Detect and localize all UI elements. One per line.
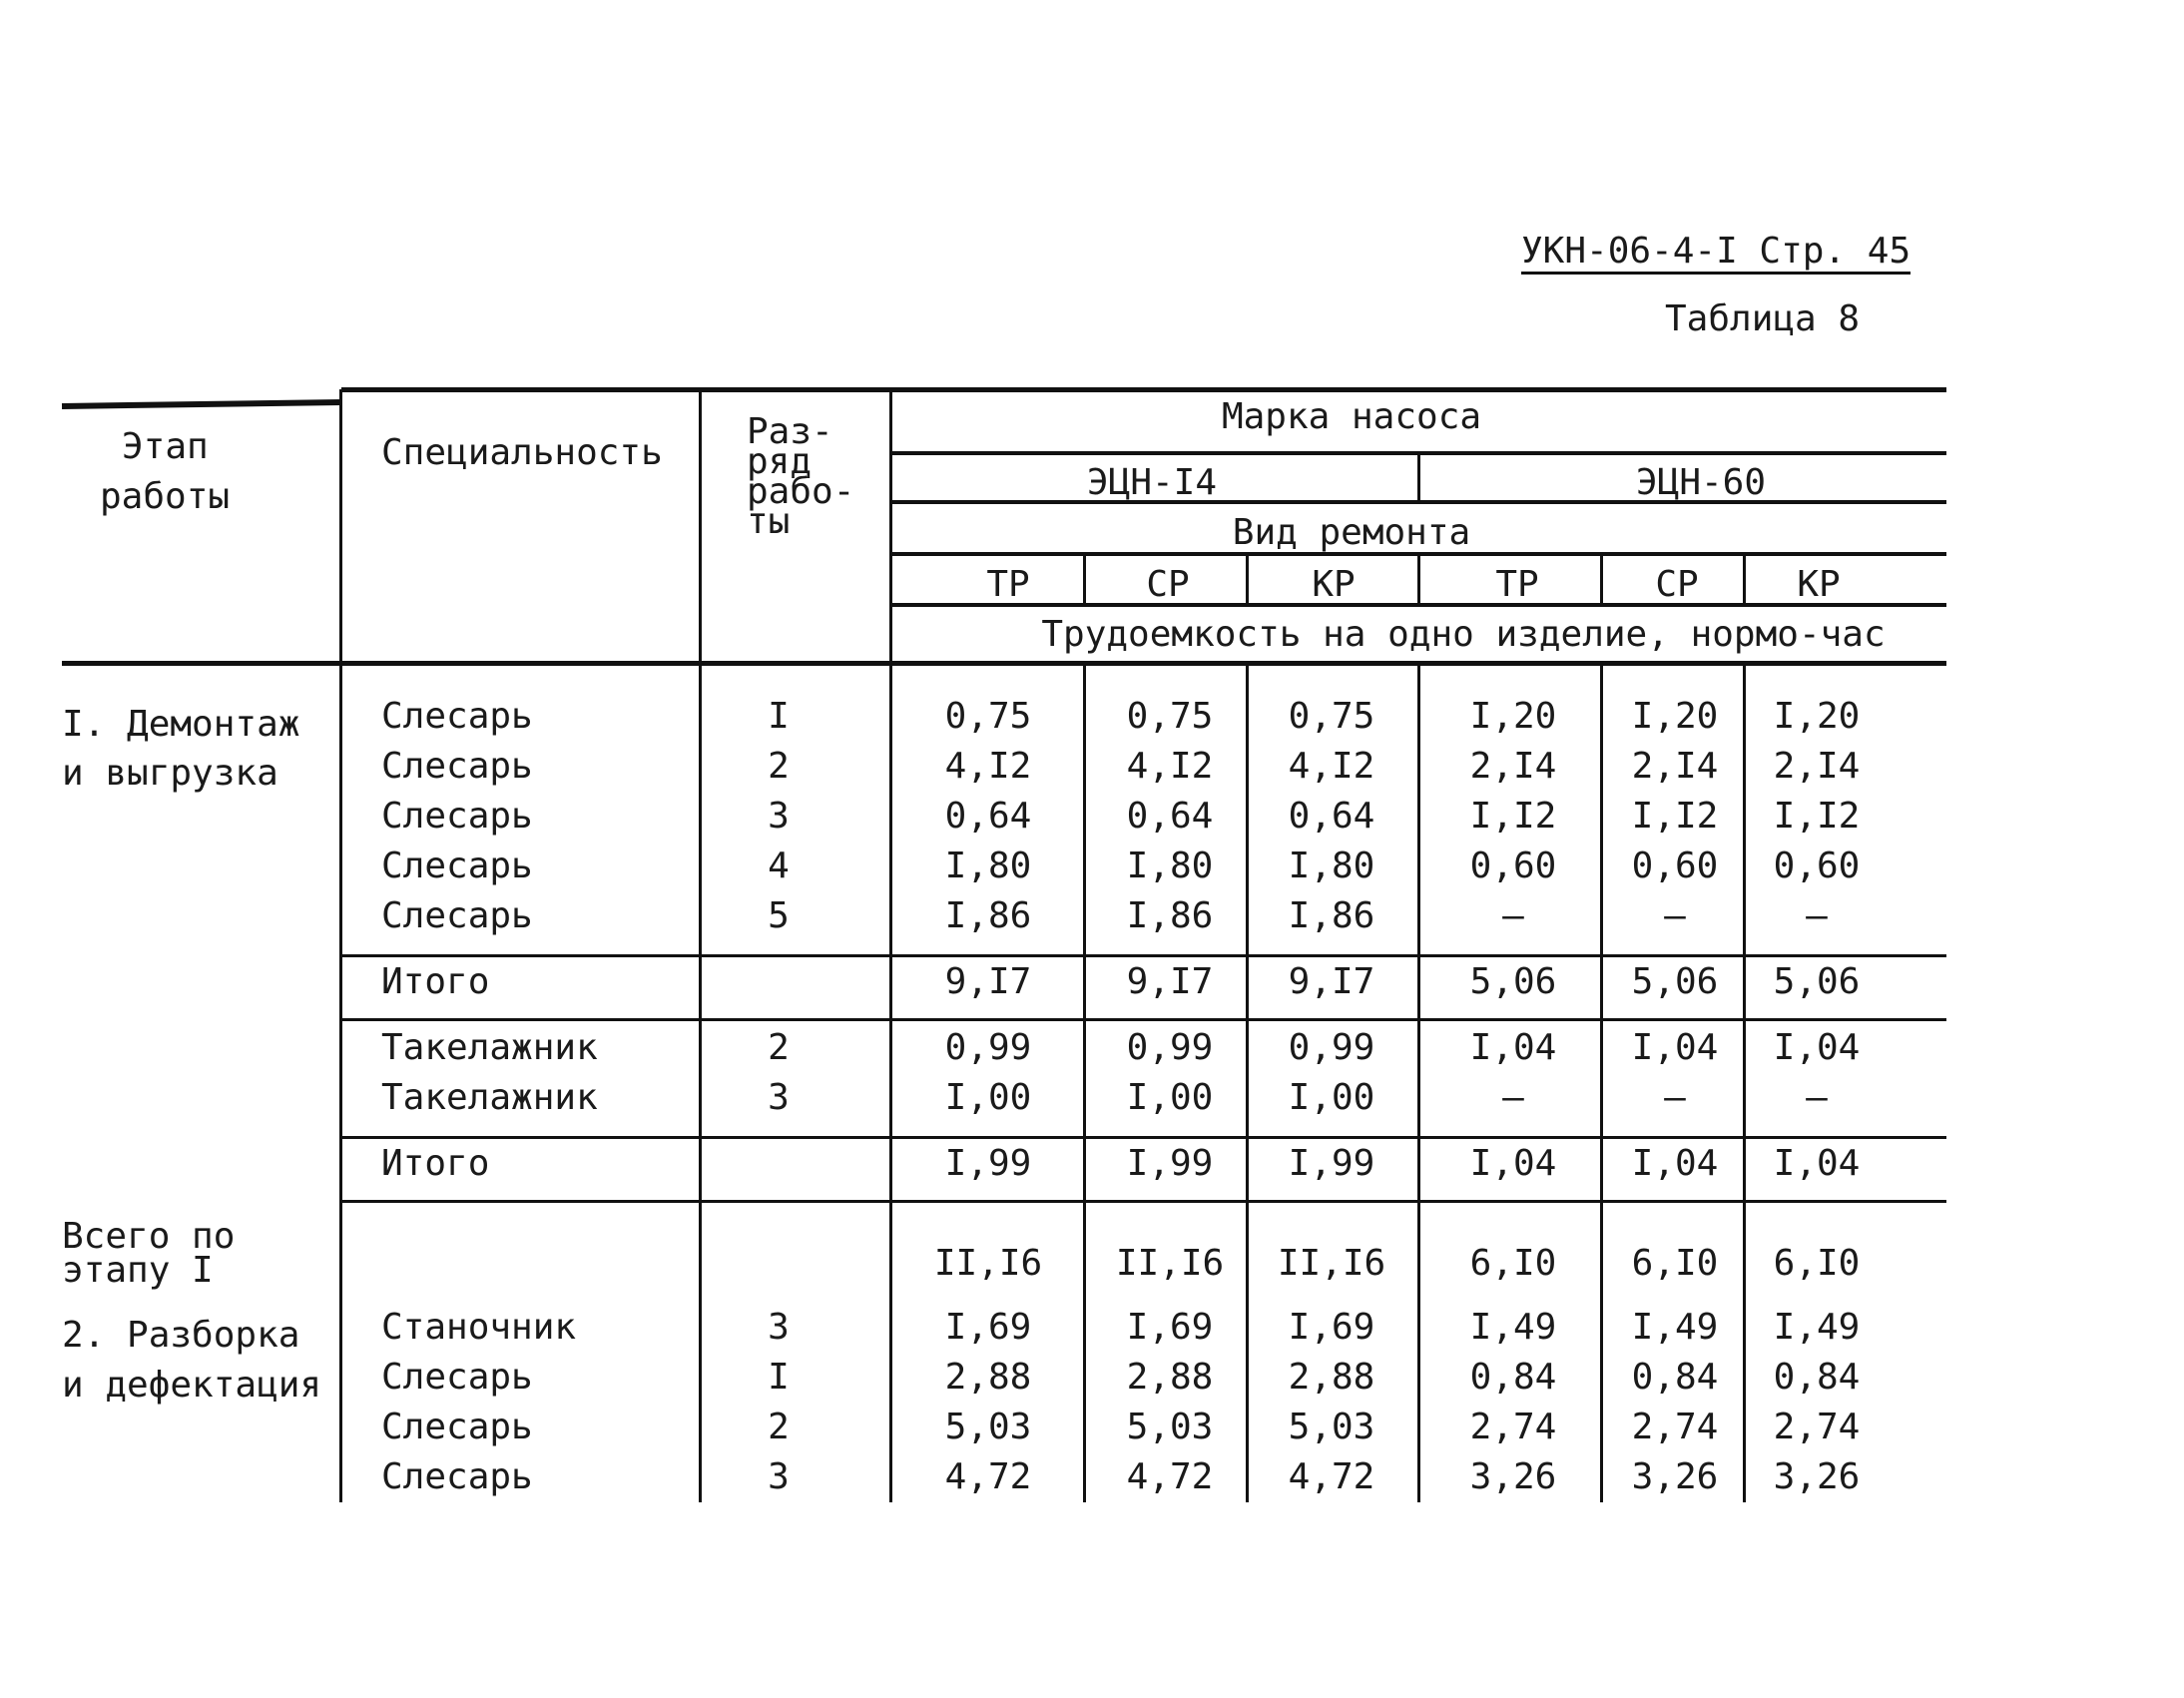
value-cell: 0,60	[1469, 846, 1557, 886]
value-cell: I,00	[1126, 1077, 1214, 1118]
value-cell: –	[1806, 895, 1828, 936]
value-cell: 2,88	[1288, 1357, 1375, 1398]
value-cell: I,20	[1773, 696, 1861, 737]
value-cell: 2,74	[1631, 1407, 1719, 1447]
value-cell: 0,75	[1126, 696, 1214, 737]
value-cell: I,04	[1469, 1027, 1557, 1068]
value-cell: 2,88	[1126, 1357, 1214, 1398]
stage-1-label-line2: и выгрузка	[62, 753, 278, 794]
value-cell: I,99	[1126, 1143, 1214, 1184]
cell-specialty: Станочник	[381, 1307, 577, 1348]
value-cell: I,I2	[1631, 796, 1719, 837]
value-cell: 3,26	[1631, 1456, 1719, 1497]
table-label: Таблица 8	[1665, 298, 1861, 339]
value-cell: 0,84	[1773, 1357, 1861, 1398]
cell-specialty: Слесарь	[381, 796, 533, 837]
header-stage-line2: работы	[100, 476, 231, 517]
cell-grade: 3	[768, 796, 790, 837]
column-rule-specialty	[699, 389, 702, 1502]
cell-specialty: Слесарь	[381, 1357, 533, 1398]
value-cell: I,00	[1288, 1077, 1375, 1118]
header-repair-code: ТР	[986, 564, 1030, 605]
value-cell: 2,I4	[1631, 746, 1719, 787]
column-rule-stage	[339, 389, 342, 1502]
header-labor-intensity: Трудоемкость на одно изделие, нормо-час	[1041, 614, 1886, 655]
rule-above-subtotal-2	[341, 1136, 1946, 1139]
value-cell: –	[1502, 895, 1524, 936]
header-grade-line4: ты	[747, 501, 791, 542]
column-rule-body-3	[1417, 663, 1420, 1502]
cell-grade: I	[768, 696, 790, 737]
value-cell: I,80	[1288, 846, 1375, 886]
cell-specialty: Такелажник	[381, 1077, 598, 1118]
value-cell: I,99	[944, 1143, 1032, 1184]
cell-grade: 2	[768, 746, 790, 787]
column-rule-header-4	[1600, 556, 1603, 606]
value-cell: I,49	[1469, 1307, 1557, 1348]
cell-specialty: Слесарь	[381, 1456, 533, 1497]
cell-grade: 2	[768, 1407, 790, 1447]
value-cell: 4,I2	[1126, 746, 1214, 787]
value-cell: 5,06	[1469, 961, 1557, 1002]
value-cell: 5,03	[1288, 1407, 1375, 1447]
value-cell: 0,60	[1631, 846, 1719, 886]
value-cell: 0,84	[1469, 1357, 1557, 1398]
column-rule-body-1	[1083, 663, 1086, 1502]
header-pump-brand: Марка насоса	[1221, 396, 1482, 437]
total-value-cell: 6,I0	[1773, 1243, 1861, 1284]
value-cell: I,86	[1126, 895, 1214, 936]
value-cell: 0,75	[944, 696, 1032, 737]
value-cell: I,69	[944, 1307, 1032, 1348]
value-cell: I,99	[1288, 1143, 1375, 1184]
header-repair-code: СР	[1146, 564, 1190, 605]
rule-above-subtotal-1	[341, 954, 1946, 957]
value-cell: 0,99	[1126, 1027, 1214, 1068]
table-top-rule	[341, 387, 1946, 392]
value-cell: 0,99	[1288, 1027, 1375, 1068]
cell-grade: I	[768, 1357, 790, 1398]
stage-2-label-line2: и дефектация	[62, 1365, 322, 1406]
value-cell: I,I2	[1773, 796, 1861, 837]
value-cell: I,I2	[1469, 796, 1557, 837]
column-rule-header-3	[1417, 556, 1420, 606]
header-stage-line1: Этап	[122, 426, 209, 467]
rule-below-subtotal-1	[341, 1018, 1946, 1021]
stage-2-label-line1: 2. Разборка	[62, 1315, 300, 1356]
value-cell: –	[1806, 1077, 1828, 1118]
subtotal-label: Итого	[381, 1143, 490, 1184]
rule-below-subtotal-2	[341, 1200, 1946, 1203]
value-cell: 5,06	[1773, 961, 1861, 1002]
header-repair-type: Вид ремонта	[1232, 512, 1471, 553]
value-cell: I,49	[1631, 1307, 1719, 1348]
value-cell: I,69	[1126, 1307, 1214, 1348]
cell-specialty: Слесарь	[381, 895, 533, 936]
value-cell: 4,72	[944, 1456, 1032, 1497]
value-cell: 0,64	[1288, 796, 1375, 837]
value-cell: 0,64	[944, 796, 1032, 837]
cell-specialty: Слесарь	[381, 696, 533, 737]
value-cell: 4,72	[1288, 1456, 1375, 1497]
stage-1-total-line2: этапу I	[62, 1250, 214, 1291]
column-rule-header-5	[1743, 556, 1746, 606]
value-cell: 5,06	[1631, 961, 1719, 1002]
value-cell: I,04	[1469, 1143, 1557, 1184]
header-repair-code: КР	[1797, 564, 1841, 605]
cell-specialty: Слесарь	[381, 746, 533, 787]
column-rule-header-2	[1246, 556, 1249, 606]
cell-grade: 4	[768, 846, 790, 886]
total-value-cell: II,I6	[1277, 1243, 1386, 1284]
total-value-cell: 6,I0	[1469, 1243, 1557, 1284]
cell-specialty: Такелажник	[381, 1027, 598, 1068]
value-cell: I,00	[944, 1077, 1032, 1118]
column-rule-body-2	[1246, 663, 1249, 1502]
value-cell: I,80	[944, 846, 1032, 886]
value-cell: I,04	[1631, 1143, 1719, 1184]
subtotal-label: Итого	[381, 961, 490, 1002]
value-cell: 9,I7	[1126, 961, 1214, 1002]
column-rule-body-5	[1743, 663, 1746, 1502]
total-value-cell: II,I6	[933, 1243, 1043, 1284]
value-cell: –	[1502, 1077, 1524, 1118]
value-cell: 5,03	[944, 1407, 1032, 1447]
column-rule-header-1	[1083, 556, 1086, 606]
value-cell: –	[1664, 895, 1686, 936]
header-repair-code: СР	[1655, 564, 1699, 605]
cell-grade: 3	[768, 1307, 790, 1348]
value-cell: 0,60	[1773, 846, 1861, 886]
header-grade-line1: Раз-	[747, 411, 833, 452]
cell-grade: 2	[768, 1027, 790, 1068]
value-cell: I,80	[1126, 846, 1214, 886]
value-cell: 2,I4	[1469, 746, 1557, 787]
total-value-cell: II,I6	[1115, 1243, 1225, 1284]
value-cell: 9,I7	[944, 961, 1032, 1002]
value-cell: –	[1664, 1077, 1686, 1118]
document-reference: УКН-06-4-I Стр. 45	[1521, 232, 1911, 275]
value-cell: I,20	[1469, 696, 1557, 737]
value-cell: 3,26	[1773, 1456, 1861, 1497]
cell-grade: 5	[768, 895, 790, 936]
value-cell: 0,64	[1126, 796, 1214, 837]
value-cell: I,04	[1773, 1143, 1861, 1184]
value-cell: 5,03	[1126, 1407, 1214, 1447]
value-cell: 0,84	[1631, 1357, 1719, 1398]
column-rule-pump-divider	[1417, 454, 1420, 502]
value-cell: I,04	[1773, 1027, 1861, 1068]
table-top-rule-left	[62, 399, 341, 409]
header-bottom-rule	[62, 661, 1946, 666]
cell-grade: 3	[768, 1077, 790, 1118]
value-cell: 0,75	[1288, 696, 1375, 737]
header-pump-1: ЭЦН-I4	[1086, 462, 1218, 503]
value-cell: 2,88	[944, 1357, 1032, 1398]
value-cell: 3,26	[1469, 1456, 1557, 1497]
cell-specialty: Слесарь	[381, 846, 533, 886]
cell-grade: 3	[768, 1456, 790, 1497]
total-value-cell: 6,I0	[1631, 1243, 1719, 1284]
value-cell: I,86	[1288, 895, 1375, 936]
value-cell: I,04	[1631, 1027, 1719, 1068]
value-cell: I,20	[1631, 696, 1719, 737]
value-cell: 2,I4	[1773, 746, 1861, 787]
header-pump-2: ЭЦН-60	[1635, 462, 1767, 503]
cell-specialty: Слесарь	[381, 1407, 533, 1447]
header-specialty: Специальность	[381, 432, 663, 473]
header-grade-line2: ряд	[747, 441, 813, 482]
value-cell: I,49	[1773, 1307, 1861, 1348]
value-cell: I,86	[944, 895, 1032, 936]
stage-1-total-line1: Всего по	[62, 1216, 236, 1257]
header-repair-code: КР	[1312, 564, 1356, 605]
header-grade-line3: рабо-	[747, 471, 855, 512]
value-cell: 2,74	[1773, 1407, 1861, 1447]
value-cell: 4,72	[1126, 1456, 1214, 1497]
value-cell: 9,I7	[1288, 961, 1375, 1002]
column-rule-grade	[889, 389, 892, 1502]
value-cell: 0,99	[944, 1027, 1032, 1068]
value-cell: I,69	[1288, 1307, 1375, 1348]
value-cell: 4,I2	[944, 746, 1032, 787]
value-cell: 2,74	[1469, 1407, 1557, 1447]
column-rule-body-4	[1600, 663, 1603, 1502]
value-cell: 4,I2	[1288, 746, 1375, 787]
header-repair-code: ТР	[1495, 564, 1539, 605]
stage-1-label-line1: I. Демонтаж	[62, 704, 300, 745]
